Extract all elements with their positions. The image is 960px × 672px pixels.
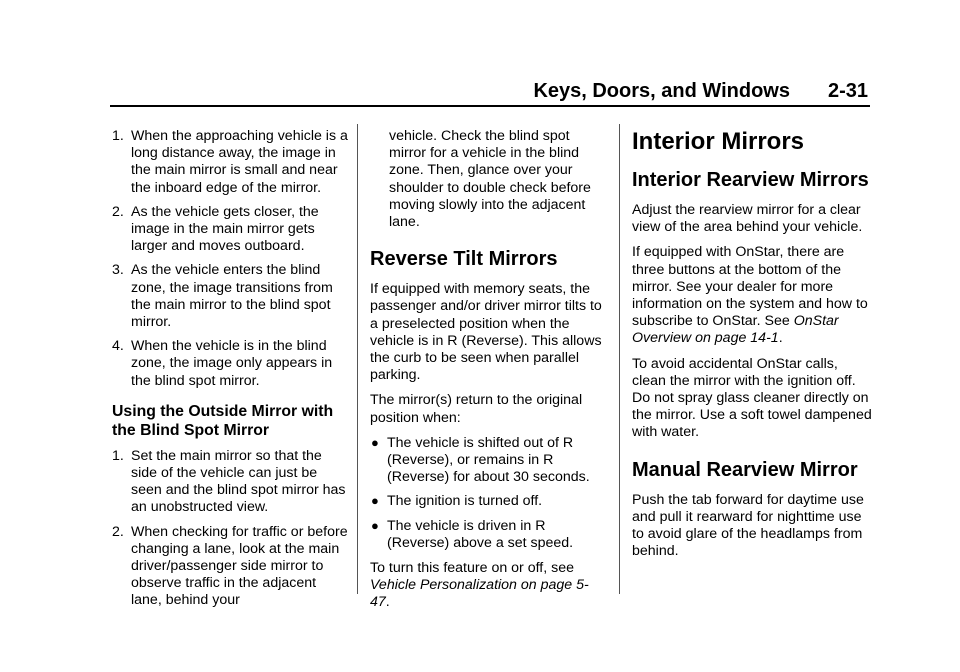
list-item: 1. When the approaching vehicle is a long distance away, the image in the main mirror is small and near the inboard edge of the mirror. xyxy=(112,128,348,196)
list-item: 2. When checking for traffic or before changing a lane, look at the main driver/passenger side mirror to observe traffic in the adjacent lane, behind your xyxy=(112,523,348,609)
column-3 xyxy=(632,128,872,568)
cross-reference-link[interactable]: Vehicle Personalization on page 5-47 xyxy=(370,577,589,611)
bullet-icon: ● xyxy=(371,517,379,533)
list-item: 3. As the vehicle enters the blind zone, the image transitions from the main mirror to the blind spot mirror. xyxy=(112,262,333,331)
paragraph: Push the tab forward for daytime use and pull it rearward for nighttime use to avoid glare of the headlamps from behind. xyxy=(632,491,864,560)
section-heading: Using the Outside Mirror with the Blind Spot Mirror xyxy=(112,402,334,439)
section-heading: Interior Rearview Mirrors xyxy=(632,169,869,191)
paragraph: Adjust the rearview mirror for a clear view of the area behind your vehicle. xyxy=(632,202,863,236)
cross-reference-link[interactable]: OnStar Overview on page 14-1 xyxy=(632,313,839,347)
list-item: 2. As the vehicle gets closer, the image in the main mirror gets larger and moves outboard. xyxy=(112,203,319,255)
header-rule xyxy=(110,105,870,107)
paragraph: The mirror(s) return to the original position when: xyxy=(370,392,583,426)
bullet-icon: ● xyxy=(371,493,379,509)
list-item: 1. Set the main mirror so that the side of the vehicle can just be seen and the blind spot mirror has an unobstructed view. xyxy=(112,447,346,516)
continued-text: vehicle. Check the blind spot mirror for a vehicle in the blind zone. Then, glance over your shoulder to double check before moving slowly into the adjacent lane. xyxy=(389,128,591,231)
paragraph: If equipped with memory seats, the passenger and/or driver mirror tilts to a preselected position when the vehicle is in R (Reverse). This allows the curb to be seen when parallel parking. xyxy=(370,281,602,384)
bullet-list xyxy=(370,435,606,552)
page-header xyxy=(533,80,868,103)
column-divider xyxy=(357,124,358,594)
section-heading: Manual Rearview Mirror xyxy=(632,458,858,481)
column-divider xyxy=(619,124,620,594)
page-section-title: Interior Mirrors xyxy=(632,128,805,155)
list-item: 4. When the vehicle is in the blind zone, the image only appears in the blind spot mirror. xyxy=(112,338,333,389)
list-item: ● The ignition is turned off. xyxy=(371,493,543,510)
paragraph: If equipped with OnStar, there are three buttons at the bottom of the mirror. See your dealer for more information on the system and how to subscribe to OnStar. See OnStar Overview on page 14-1. xyxy=(632,244,868,347)
column-2 xyxy=(370,128,606,620)
usage-steps xyxy=(112,448,348,610)
bullet-icon: ● xyxy=(371,434,379,450)
mirror-behavior-steps xyxy=(112,128,348,390)
paragraph: To turn this feature on or off, see Vehicle Personalization on page 5-47. xyxy=(370,560,589,611)
page-number: 2-31 xyxy=(827,80,868,102)
list-item: ● The vehicle is shifted out of R (Reverse), or remains in R (Reverse) for about 30 seconds. xyxy=(371,434,590,486)
column-1 xyxy=(112,128,348,618)
section-title: Keys, Doors, and Windows xyxy=(533,80,790,102)
section-heading: Reverse Tilt Mirrors xyxy=(370,248,558,271)
paragraph: To avoid accidental OnStar calls, clean the mirror with the ignition off. Do not spray glass cleaner directly on the mirror. Use a soft towel dampened with water. xyxy=(632,355,872,441)
list-item: ● The vehicle is driven in R (Reverse) above a set speed. xyxy=(371,517,574,551)
